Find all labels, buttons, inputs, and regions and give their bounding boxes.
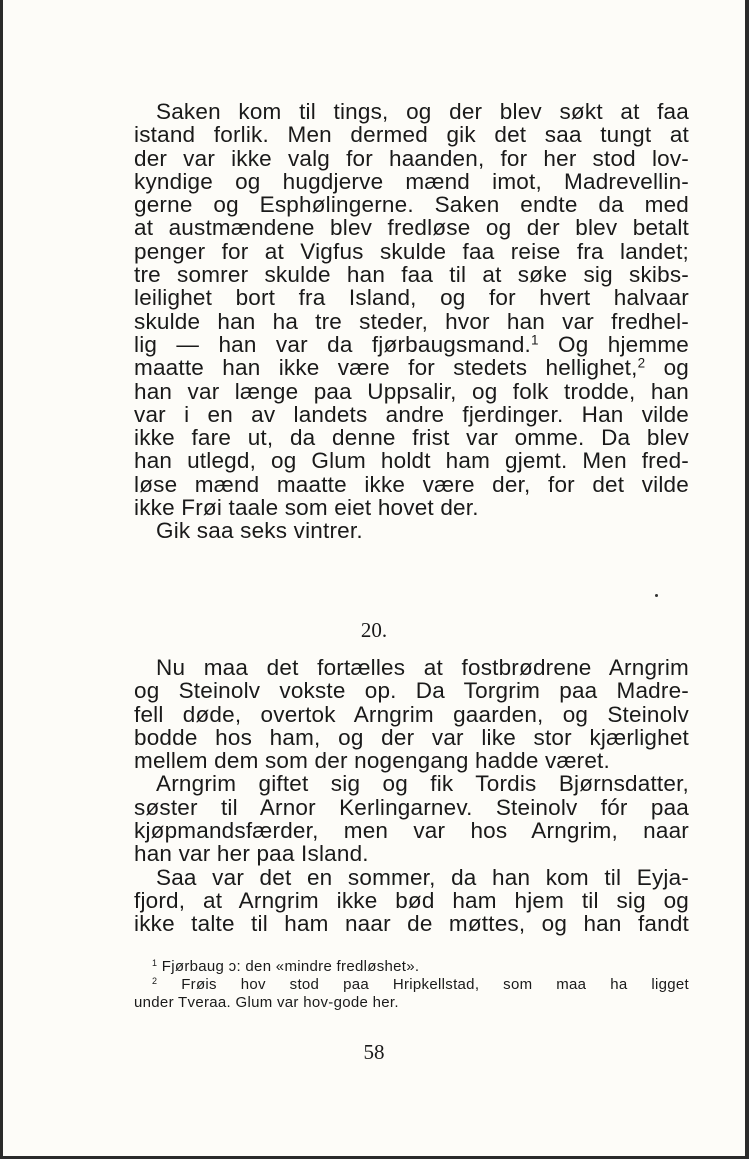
footnote-line: under Tveraa. Glum var hov-gode her.: [134, 994, 399, 1011]
text-block-lower: [134, 656, 689, 936]
text-line: istand forlik. Men dermed gik det saa tungt at: [134, 122, 689, 148]
text-line: leilighet bort fra Island, og for hvert halvaar: [134, 285, 689, 311]
text-line: tre somrer skulde han faa til at søke sig skibs-: [134, 262, 689, 288]
paragraph: [134, 519, 689, 542]
text-line: Arngrim giftet sig og fik Tordis Bjørnsdatter,: [156, 771, 689, 797]
text-line: skulde han ha tre steder, hvor han var fredhel-: [134, 308, 689, 334]
paragraph: [134, 772, 689, 865]
text-line: fjord, at Arngrim ikke bød ham hjem til sig og: [134, 887, 689, 913]
footnote-reference: 2: [637, 355, 646, 371]
text-line: kyndige og hugdjerve mænd imot, Madrevellin-: [134, 168, 689, 194]
text-line: gerne og Esphølingerne. Saken endte da med: [134, 192, 689, 218]
text-line: ikke Frøi taale som eiet hovet der.: [134, 495, 479, 521]
chapter-heading: 20.: [360, 618, 388, 642]
paragraph: [134, 656, 689, 772]
text-line: der var ikke valg for haanden, for her stod lov-: [134, 145, 689, 171]
text-fragment: og: [645, 355, 689, 381]
footnote-text: Frøis hov stod paa Hripkellstad, som maa ha ligget: [181, 976, 690, 993]
footnote-mark: 1: [152, 958, 158, 969]
footnote: [134, 958, 689, 976]
footnote-line: [134, 958, 689, 976]
text-line: at austmændene blev fredløse og der blev betalt: [134, 215, 689, 241]
text-line: mellem dem som der nogengang hadde været.: [134, 748, 610, 774]
print-speck: [655, 594, 658, 597]
text-fragment: maatte han ikke være for stedets hellighet,: [134, 355, 638, 381]
footnotes: [134, 958, 689, 1012]
page-number: 58: [363, 1040, 385, 1064]
text-block-upper: [134, 100, 689, 543]
text-line: han var her paa Island.: [134, 841, 369, 867]
text-line: løse mænd maatte ikke være der, for det vilde: [134, 471, 689, 497]
text-line: penger for at Vigfus skulde faa reise fra landet;: [134, 238, 689, 264]
footnote: [134, 976, 689, 1012]
text-line: Saa var det en sommer, da han kom til Eyja-: [156, 864, 689, 890]
footnote-reference: 1: [530, 332, 539, 348]
footnote-line: [134, 976, 689, 994]
text-line: fell døde, overtok Arngrim gaarden, og Steinolv: [134, 701, 689, 727]
text-line: Gik saa seks vintrer.: [156, 518, 363, 544]
footnote-text: Fjørbaug ɔ: den «mindre fredløshet».: [161, 958, 420, 975]
text-line: bodde hos ham, og der var like stor kjærlighet: [134, 724, 689, 750]
text-line: ikke talte til ham naar de møttes, og han fandt: [134, 911, 689, 937]
text-line-with-footnote: [134, 333, 689, 356]
text-line: ikke fare ut, da denne frist var omme. Da blev: [134, 425, 689, 451]
text-line: og Steinolv vokste op. Da Torgrim paa Madre-: [134, 678, 689, 704]
text-fragment: lig — han var da fjørbaugsmand.: [134, 331, 531, 357]
text-line: søster til Arnor Kerlingarnev. Steinolv fór paa: [134, 794, 689, 820]
text-line: kjøpmandsfærder, men var hos Arngrim, naar: [134, 818, 689, 844]
paragraph: [134, 100, 689, 519]
text-line-with-footnote: [134, 356, 689, 379]
text-line: Nu maa det fortælles at fostbrødrene Arngrim: [156, 655, 689, 680]
text-line: han var længe paa Uppsalir, og folk trodde, han: [134, 378, 689, 404]
text-line: han utlegd, og Glum holdt ham gjemt. Men fred-: [134, 448, 689, 474]
text-line: var i en av landets andre fjerdinger. Han vilde: [134, 401, 689, 427]
text-line: Saken kom til tings, og der blev søkt at faa: [156, 99, 689, 124]
paragraph: [134, 866, 689, 936]
text-fragment: Og hjemme: [538, 331, 689, 357]
footnote-mark: 2: [152, 976, 158, 987]
